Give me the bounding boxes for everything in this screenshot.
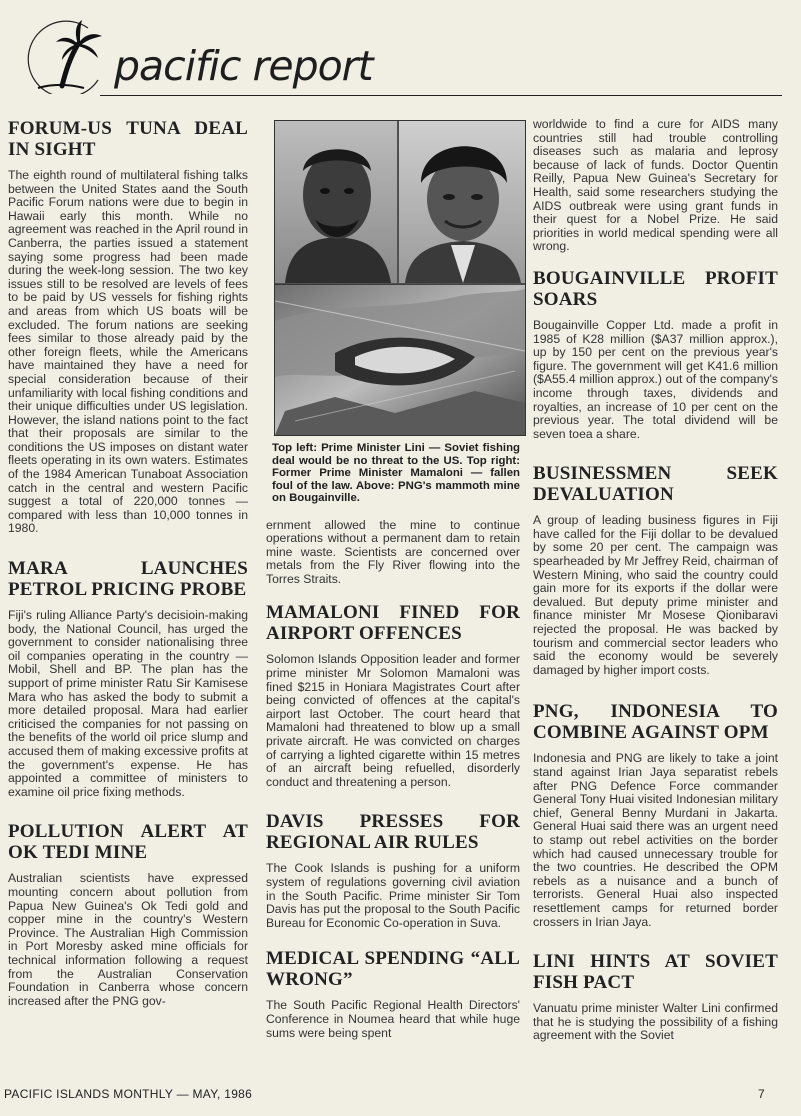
body-devaluation: A group of leading business figures in Fiji have called for the Fiji dollar to be devalued by some 20 per cent. The campaign was spearheaded by Mr Jeffrey Reid, chairman of Western Mining, who said the country could gain more for its exports if the dollar were devalued. But deputy prime minister and finance minister Mr Mosese Qionibaravi rejected the proposal. He was backed by tourism and commercial sector leaders who said the economy would be severely damaged by higher import costs. xyxy=(533,513,778,677)
column-3 xyxy=(533,118,778,1078)
portrait-mamaloni xyxy=(399,121,525,283)
body-air-rules: The Cook Islands is pushing for a uniform system of regulations governing civil aviation in the South Pacific. Prime minister Sir Tom Davis has put the proposal to the South Pacific Bureau for Economic Co-operation in Suva. xyxy=(266,861,520,930)
masthead xyxy=(0,0,801,110)
page-number: 7 xyxy=(758,1087,765,1101)
headline-petrol-probe: MARA LAUNCHES PETROL PRICING PROBE xyxy=(8,558,248,601)
column-1 xyxy=(8,118,248,1078)
body-ok-tedi-continued: ernment allowed the mine to continue operations without a permanent dam to retain mine waste. Scientists are concerned over metals from the Fly River flowing into the Torres Straits. xyxy=(266,517,520,586)
photo-composite xyxy=(274,120,526,436)
body-medical-spending: The South Pacific Regional Health Directors' Conference in Noumea heard that while huge sums were being spent xyxy=(266,998,520,1040)
column-2 xyxy=(266,118,520,1078)
body-png-indonesia: Indonesia and PNG are likely to take a joint stand against Irian Jaya separatist rebels after PNG Defence Force commander General Tony Huai visited Indonesian military chief, General Benny Murdani in Jakarta. General Huai said there was an urgent need to stamp out rebel activities on the border which had caused unnecessary trouble for the two countries. He described the OPM rebels as a nuisance and a bunch of terrorists. General Huai also inspected resettlement camps for returned border crossers in Irian Jaya. xyxy=(533,751,778,929)
palm-tree-logo-icon xyxy=(18,14,114,94)
photo-bougainville-mine xyxy=(275,284,525,435)
headline-devaluation: BUSINESSMEN SEEK DEVALUATION xyxy=(533,463,778,506)
body-petrol-probe: Fiji's ruling Alliance Party's decisioin-making body, the National Council, has urged the government to consider nationalising three oil companies operating in the country — Mobil, Shell and BP. The plan has the support of prime minister Ratu Sir Kamisese Mara who has asked the body to submit a more detailed proposal. Mara had earlier criticised the companies for not passing on the benefits of the world oil price slump and accused them of making excessive profits at the government's expense. He has appointed a committee of ministers to examine oil price fixing methods. xyxy=(8,608,248,799)
headline-png-indonesia: PNG, INDONESIA TO COMBINE AGAINST OPM xyxy=(533,701,778,744)
body-mamaloni-fined: Solomon Islands Opposition leader and former prime minister Mr Solomon Mamaloni was fined $215 in Honiara Magistrates Court after being convicted of offences at the capital's airport last October. The court heard that Mamaloni had threatened to blow up a small private aircraft. He was convicted on charges of carrying a lighted cigarette within 15 metres of an aircraft being refuelled, disorderly conduct and threatening a person. xyxy=(266,652,520,789)
body-soviet-fish-pact: Vanuatu prime minister Walter Lini confirmed that he is studying the possibility of a fishing agreement with the Soviet xyxy=(533,1001,778,1043)
headline-soviet-fish-pact: LINI HINTS AT SOVIET FISH PACT xyxy=(533,951,778,994)
footer-publication: PACIFIC ISLANDS MONTHLY — MAY, 1986 xyxy=(4,1087,253,1101)
body-ok-tedi: Australian scientists have expressed mounting concern about pollution from Papua New Guinea's Ok Tedi gold and copper mine in the country's Western Province. The Australian High Commission in Port Moresby asked mine officials for technical information following a request from the Australian Conservation Foundation in Canberra whose concern increased after the PNG gov- xyxy=(8,871,248,1008)
headline-air-rules: DAVIS PRESSES FOR REGIONAL AIR RULES xyxy=(266,811,520,854)
portrait-lini xyxy=(275,121,397,283)
photo-caption: Top left: Prime Minister Lini — Soviet fishing deal would be no threat to the US. Top right: Former Prime Minister Mamaloni — fallen foul of the law. Above: PNG's mammoth mine on Bougainville. xyxy=(272,442,520,504)
section-title: pacific report xyxy=(114,42,373,90)
headline-mamaloni-fined: MAMALONI FINED FOR AIRPORT OFFENCES xyxy=(266,602,520,645)
body-tuna-deal: The eighth round of multilateral fishing talks between the United States aand the South Pacific Forum nations were due to begin in Hawaii early this month. While no agreement was reached in the April round in Canberra, the parties issued a statement saying some progress had been made during the week-long session. The two key issues still to be resolved are levels of fees to be paid by US vessels for fishing rights and areas from which US boats will be excluded. The forum nations are seeking fees similar to those already paid by the other foreign fleets, while the Americans have maintained they have a need for special consideration because of their unfamiliarity with local fishing conditions and their unique difficulties under US legislation. However, the island nations point to the fact that their proposals are similar to the conditions the US imposes on distant water fleets operating in its own waters. Estimates of the 1984 American Tunaboat Association catch in the central and western Pacific suggest a total of 220,000 tonnes — compared with less than 10,000 tonnes in 1980. xyxy=(8,168,248,536)
masthead-rule xyxy=(100,95,782,96)
headline-bougainville-profit: BOUGAINVILLE PROFIT SOARS xyxy=(533,267,778,310)
body-medical-continued: worldwide to find a cure for AIDS many countries still had trouble controlling diseases such as malaria and leprosy because of lack of funds. Doctor Quentin Reilly, Papua New Guinea's Secretary for Health, said some researchers studying the AIDS outbreak were using grant funds in their quest for a Nobel Prize. He said priorities in world medical spending were all wrong. xyxy=(533,117,778,254)
headline-ok-tedi: POLLUTION ALERT AT OK TEDI MINE xyxy=(8,821,248,864)
headline-tuna-deal: FORUM-US TUNA DEAL IN SIGHT xyxy=(8,118,248,160)
body-bougainville-profit: Bougainville Copper Ltd. made a profit in 1985 of K28 million ($A37 million approx.), up by 150 per cent on the previous year's figure. The government will get K41.6 million ($A55.4 million approx.) out of the company's income through taxes, dividends and royalties, an increase of 10 per cent on the previous year. The total dividend will be seven toea a share. xyxy=(533,317,778,441)
headline-medical-spending: MEDICAL SPENDING “ALL WRONG” xyxy=(266,948,520,991)
